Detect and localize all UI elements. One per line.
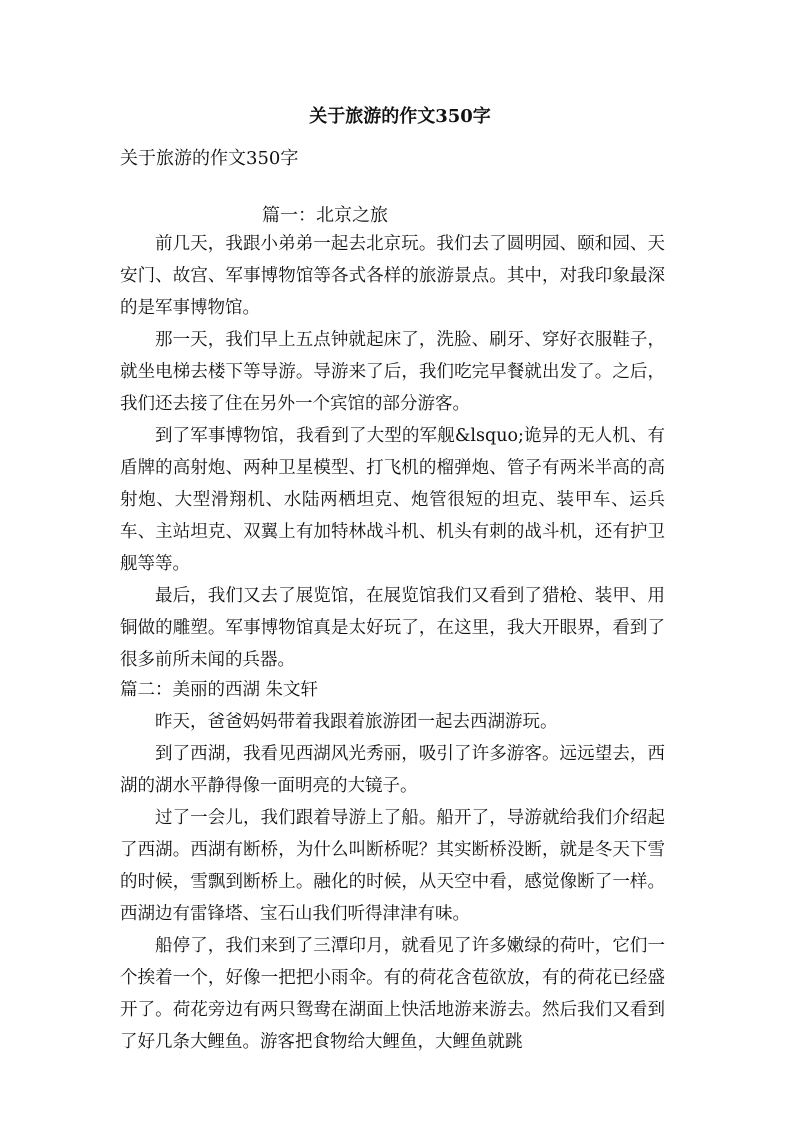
section2-body	[120, 674, 665, 1058]
section2-heading: 篇二：美丽的西湖 朱文轩	[120, 680, 319, 700]
section2-paragraph-1: 昨天，爸爸妈妈带着我跟着旅游团一起去西湖游玩。	[155, 712, 558, 732]
section2-paragraph-4: 船停了，我们来到了三潭印月，就看见了许多嫩绿的荷叶，它们一个挨着一个，好像一把把小雨伞。有的荷花含苞欲放，有的荷花已经盛开了。荷花旁边有两只鸳鸯在湖面上快活地游来游去。然后我们又看到了好几条大鲤鱼。游客把食物给大鲤鱼，大鲤鱼就跳	[120, 936, 665, 1052]
document-title: 关于旅游的作文350字	[309, 106, 491, 127]
section1-paragraph-1: 前几天，我跟小弟弟一起去北京玩。我们去了圆明园、颐和园、天安门、故宫、军事博物馆等各式各样的旅游景点。其中，对我印象最深的是军事博物馆。	[120, 234, 665, 318]
section1-paragraph-2: 那一天，我们早上五点钟就起床了，洗脸、刷牙、穿好衣服鞋子，就坐电梯去楼下等导游。导游来了后，我们吃完早餐就出发了。之后，我们还去接了住在另外一个宾馆的部分游客。	[120, 330, 665, 414]
section1-paragraph-4: 最后，我们又去了展览馆，在展览馆我们又看到了猎枪、装甲、用铜做的雕塑。军事博物馆真是太好玩了，在这里，我大开眼界，看到了很多前所未闻的兵器。	[120, 586, 665, 670]
section2-paragraph-3: 过了一会儿，我们跟着导游上了船。船开了，导游就给我们介绍起了西湖。西湖有断桥，为什么叫断桥呢？其实断桥没断，就是冬天下雪的时候，雪飘到断桥上。融化的时候，从天空中看，感觉像断了一样。西湖边有雷锋塔、宝石山我们听得津津有味。	[120, 808, 665, 924]
section1-heading: 篇一：北京之旅	[262, 205, 388, 226]
section2-paragraph-2: 到了西湖，我看见西湖风光秀丽，吸引了许多游客。远远望去，西湖的湖水平静得像一面明亮的大镜子。	[120, 744, 665, 796]
section1-paragraph-3: 到了军事博物馆，我看到了大型的军舰&lsquo;诡异的无人机、有盾牌的高射炮、两种卫星模型、打飞机的榴弹炮、管子有两米半高的高射炮、大型滑翔机、水陆两栖坦克、炮管很短的坦克、装甲车、运兵车、主站坦克、双翼上有加特林战斗机、机头有刺的战斗机，还有护卫舰等等。	[120, 426, 665, 574]
document-subtitle: 关于旅游的作文350字	[120, 148, 299, 169]
section1-body	[120, 228, 665, 676]
